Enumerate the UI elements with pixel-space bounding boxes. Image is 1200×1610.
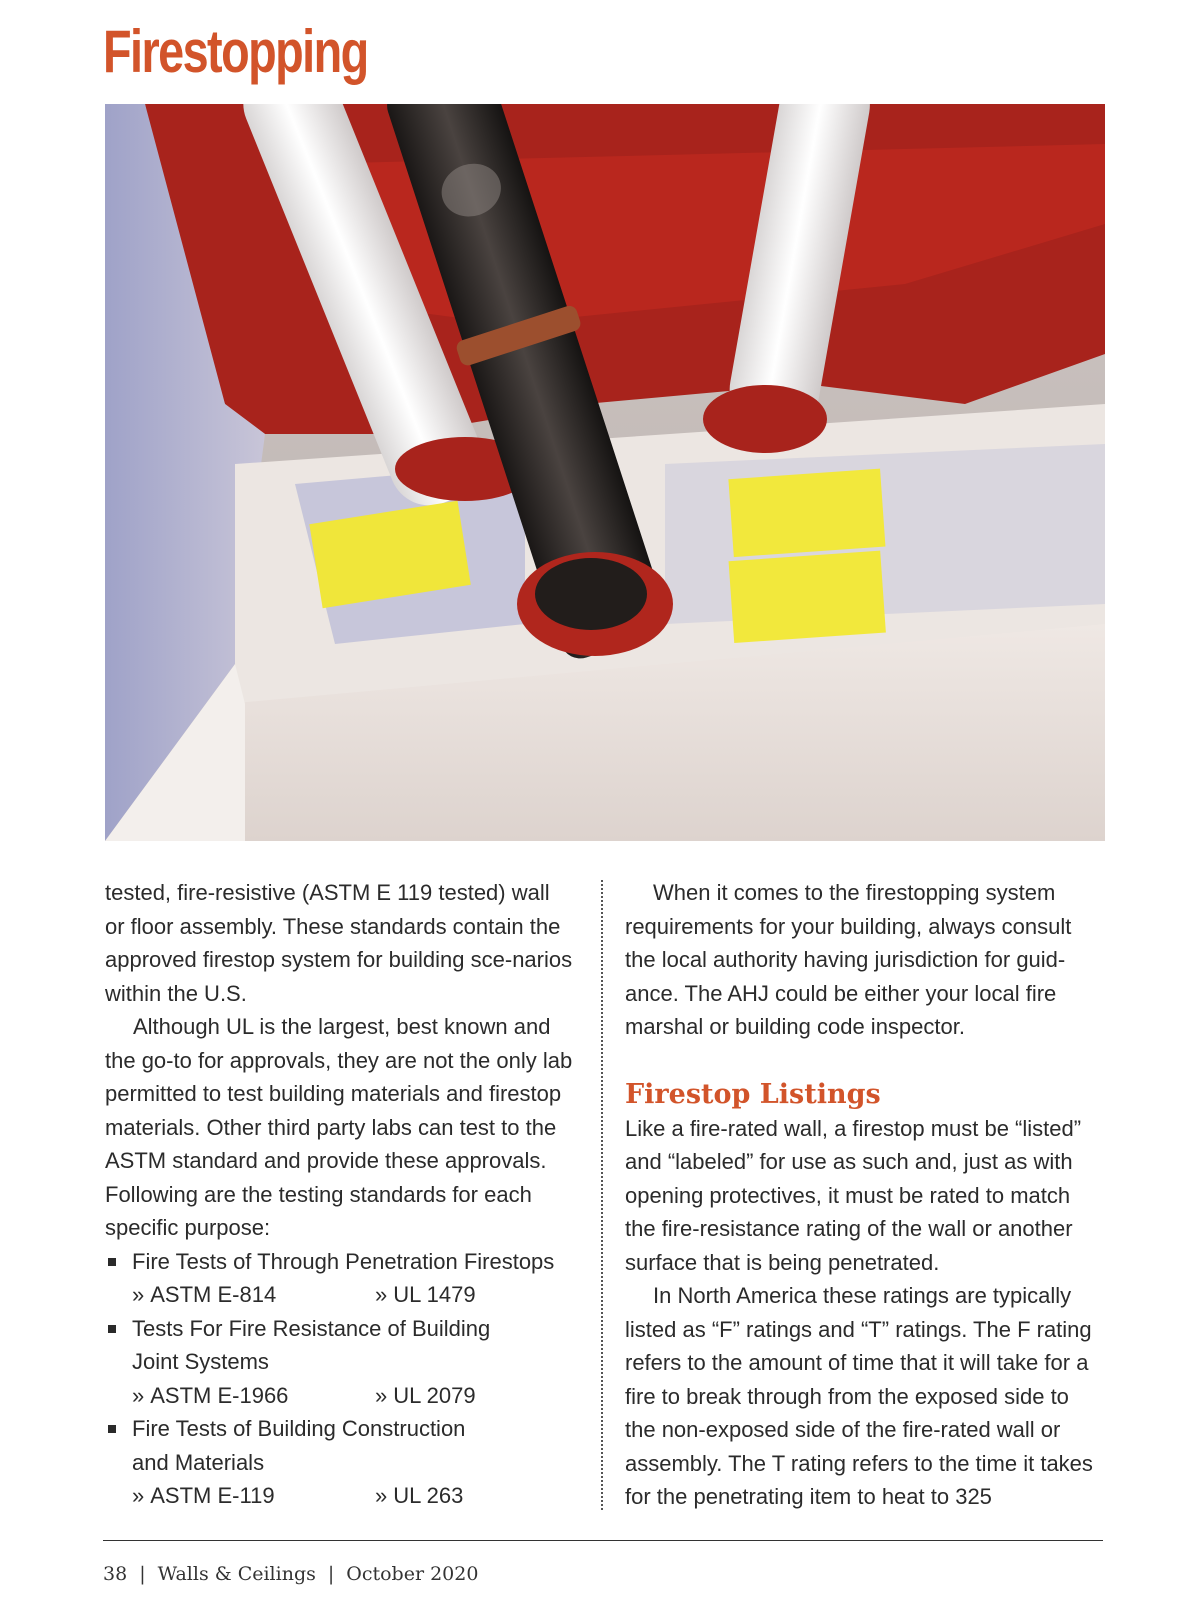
warning-label-right-top <box>728 469 885 557</box>
standards-row <box>132 1278 575 1312</box>
standard-ul: UL 1479 <box>393 1282 476 1307</box>
list-item <box>105 1245 575 1312</box>
list-item-title: Fire Tests of Through Penetration Firestops <box>132 1248 555 1274</box>
left-column <box>105 876 575 1513</box>
testing-standards-list <box>105 1245 575 1513</box>
page-footer <box>103 1563 478 1585</box>
right-paragraph-3: In North America these ratings are typically listed as “F” ratings and “T” ratings. The F rating refers to the amount of time that it will take for a fire to break through from the exposed side to the non-exposed side of the fire-rated wall or assembly. The T rating refers to the time it takes for the penetrating item to heat to 325 <box>625 1283 1093 1509</box>
list-item-title: Fire Tests of Building Construction and Materials <box>132 1416 466 1475</box>
firestop-photo <box>105 104 1105 841</box>
subheading-firestop-listings: Firestop Listings <box>625 1078 881 1110</box>
footer-separator: | <box>139 1563 146 1585</box>
standard-astm: ASTM E-119 <box>150 1483 275 1508</box>
square-bullet-icon <box>108 1425 116 1433</box>
raquo-icon: » <box>132 1483 145 1508</box>
list-item-title: Tests For Fire Resistance of Building Joint Systems <box>132 1315 491 1374</box>
column-divider <box>601 880 603 1510</box>
raquo-icon: » <box>132 1382 145 1408</box>
square-bullet-icon <box>108 1325 116 1333</box>
issue-date: October 2020 <box>346 1563 479 1585</box>
left-paragraph-2: Although UL is the largest, best known and the go-to for approvals, they are not the only lab permitted to test building materials and firestop materials. Other third party labs can test to the ASTM standard and provide these approvals. Following are the testing standards for each specific purpose: <box>105 1014 573 1240</box>
standard-ul: UL 263 <box>393 1483 464 1508</box>
standards-row <box>132 1379 575 1413</box>
standards-row <box>132 1479 575 1513</box>
footer-rule <box>103 1540 1103 1541</box>
list-item <box>105 1312 575 1413</box>
raquo-icon: » <box>375 1282 388 1307</box>
right-paragraph-2: Like a fire-rated wall, a firestop must be “listed” and “labeled” for use as such and, just as with opening protectives, it must be rated to match the fire-resistance rating of the wall or another surface that is being penetrated. <box>625 1115 1082 1275</box>
publication-name: Walls & Ceilings <box>157 1563 316 1585</box>
section-title: Firestopping <box>103 18 368 85</box>
raquo-icon: » <box>375 1382 388 1408</box>
right-column <box>625 876 1105 1514</box>
right-paragraph-1: When it comes to the firestopping system requirements for your building, always consult the local authority having jurisdiction for guid-ance. The AHJ could be either your local fire marshal or building code inspector. <box>625 880 1072 1039</box>
standard-astm: ASTM E-814 <box>150 1282 277 1307</box>
standard-astm: ASTM E-1966 <box>150 1382 289 1408</box>
list-item <box>105 1412 575 1513</box>
standard-ul: UL 2079 <box>393 1382 476 1408</box>
page-number: 38 <box>103 1563 128 1585</box>
raquo-icon: » <box>132 1282 145 1307</box>
square-bullet-icon <box>108 1258 116 1266</box>
left-paragraph-1: tested, fire-resistive (ASTM E 119 tested) wall or floor assembly. These standards contain the approved firestop system for building sce-narios within the U.S. <box>105 880 573 1006</box>
warning-label-right-bottom <box>729 551 886 643</box>
footer-separator: | <box>327 1563 335 1585</box>
raquo-icon: » <box>375 1483 388 1508</box>
